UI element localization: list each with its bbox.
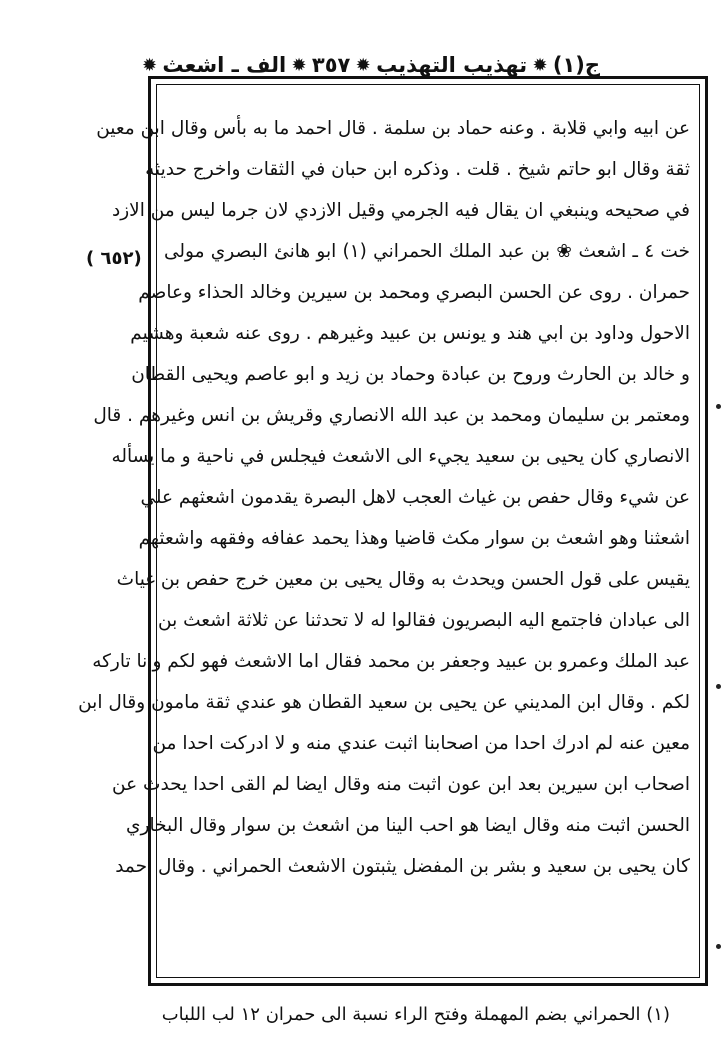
text-line: عن ابيه وابي قلابة . وعنه حماد بن سلمة . قال احمد ما به بأس وقال ابن معين <box>96 118 690 139</box>
text-line: الى عبادان فاجتمع اليه البصريون فقالوا له لا تحدثنا عن ثلاثة اشعث بن <box>158 610 690 631</box>
footnote: (١) الحمراني بضم المهملة وفتح الراء نسبة الى حمران ١٢ لب اللباب <box>161 1004 670 1025</box>
entry-number: ( ٦٥٢) <box>86 248 142 269</box>
scan-speck <box>716 404 721 409</box>
text-line: معين عنه لم ادرك احدا من اصحابنا اثبت عندي منه و لا ادركت احدا من <box>152 733 690 754</box>
text-line: الحسن اثبت منه وقال ايضا هو احب الينا من اشعث بن سوار وقال البخاري <box>126 815 690 836</box>
text-line: ومعتمر بن سليمان ومحمد بن عبد الله الانصاري وقريش بن انس وغيرهم . قال <box>93 405 690 426</box>
text-line: في صحيحه وينبغي ان يقال فيه الجرمي وقيل الازدي لان جرما ليس من الازد <box>111 200 690 221</box>
ornament-icon: ✹ <box>355 54 371 76</box>
text-line: عبد الملك وعمرو بن عبيد وجعفر بن محمد فقال اما الاشعث فهو لكم وانا تاركه <box>92 651 690 672</box>
text-line: كان يحيى بن سعيد و بشر بن المفضل يثبتون الاشعث الحمراني . وقال احمد <box>115 856 690 877</box>
text-line: حمران . روى عن الحسن البصري ومحمد بن سيرين وخالد الحذاء وعاصم <box>138 282 690 303</box>
text-line: الاحول وداود بن ابي هند و يونس بن عبيد وغيرهم . روى عنه شعبة وهشيم <box>130 323 690 344</box>
text-line: لكم . وقال ابن المديني عن يحيى بن سعيد القطان هو عندي ثقة مامون وقال ابن <box>78 692 690 713</box>
volume-label: ج(١) <box>552 53 600 77</box>
page-number: ٣٥٧ <box>311 53 351 77</box>
section-title: الف ـ اشعث <box>162 53 287 77</box>
ornament-icon: ✹ <box>532 54 548 76</box>
text-line: عن شيء وقال حفص بن غياث العجب لاهل البصرة يقدمون اشعثهم علي <box>140 487 690 508</box>
text-line: اشعثنا وهو اشعث بن سوار مكث قاضيا وهذا يحمد عفافه وفقهه واشعثهم <box>138 528 690 549</box>
text-line: اصحاب ابن سيرين بعد ابن عون اثبت منه وقال ايضا لم القى احدا يحدث عن <box>112 774 690 795</box>
text-line: الانصاري كان يحيى بن سعيد يجيء الى الاشعث فيجلس في ناحية و ما يسأله <box>111 446 690 467</box>
text-line: ثقة وقال ابو حاتم شيخ . قلت . وذكره ابن حبان في الثقات واخرج حديثه <box>145 159 690 180</box>
ornament-icon: ✹ <box>142 54 158 76</box>
text-line: خت ٤ ـ اشعث ❀ بن عبد الملك الحمراني (١) ابو هانئ البصري مولى <box>164 241 690 262</box>
ornament-icon: ✹ <box>291 54 307 76</box>
book-title: تهذيب التهذيب <box>376 53 528 77</box>
text-line: يقيس على قول الحسن ويحدث به وقال يحيى بن معين خرج حفص بن غياث <box>116 569 690 590</box>
scan-speck <box>716 944 721 949</box>
text-line: و خالد بن الحارث وروح بن عبادة وحماد بن زيد و ابو عاصم ويحيى القطان <box>131 364 690 385</box>
scan-speck <box>716 684 721 689</box>
